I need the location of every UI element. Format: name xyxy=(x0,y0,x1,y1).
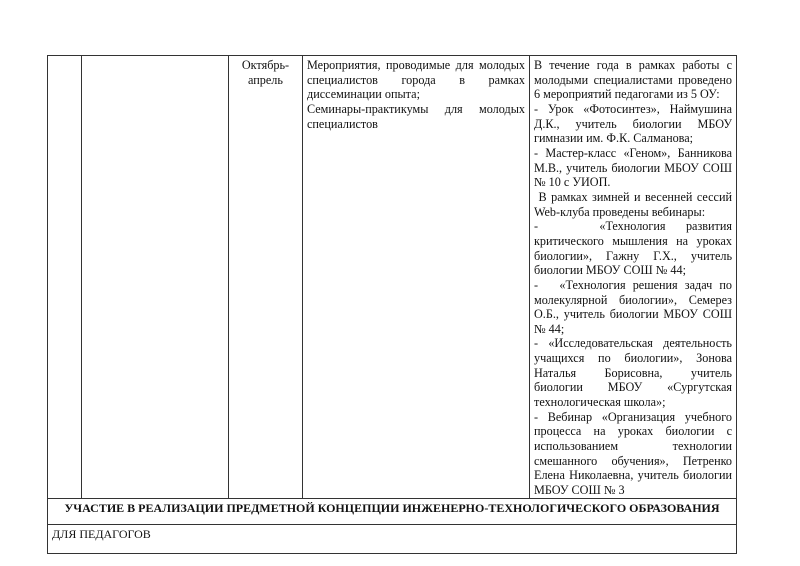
table-row xyxy=(48,56,737,499)
result-text: - «Исследовательская деятельность учащихся по биологии», Зонова Наталья Борисовна, учитель биологии МБОУ «Сургутская технологическая школа»; xyxy=(534,336,732,410)
section-heading: УЧАСТИЕ В РЕАЛИЗАЦИИ ПРЕДМЕТНОЙ КОНЦЕПЦИИ ИНЖЕНЕРНО-ТЕХНОЛОГИЧЕСКОГО ОБРАЗОВАНИЯ xyxy=(48,498,737,524)
result-text: - Урок «Фотосинтез», Наймушина Д.К., учитель биологии МБОУ гимназии им. Ф.К. Салманова; xyxy=(534,101,732,146)
event-text: Мероприятия, проводимые для молодых специалистов города в рамках диссеминации опыта; xyxy=(307,58,525,102)
document-table xyxy=(47,55,737,554)
result-text: - «Технология решения задач по молекулярной биологии», Семерез О.Б., учитель биологии МБОУ СОШ № 44; xyxy=(534,277,732,336)
direction-cell xyxy=(82,56,229,499)
result-text: - Вебинар «Организация учебного процесса на уроках биологии с использованием технологии смешанного обучения», Петренко Елена Николаевна, учитель биологии МБОУ СОШ № 3 xyxy=(534,409,732,498)
subsection-row xyxy=(48,524,737,553)
event-text: Семинары-практикумы для молодых специалистов xyxy=(307,101,525,131)
result-text: В течение года в рамках работы с молодыми специалистами проведено 6 мероприятий педагогами из 5 ОУ: xyxy=(534,58,732,102)
period-cell: Октябрь-апрель xyxy=(229,56,303,499)
result-cell xyxy=(530,56,737,499)
result-text: - Мастер-класс «Геном», Банникова М.В., учитель биологии МБОУ СОШ № 10 с УИОП. xyxy=(534,145,732,190)
result-text: - «Технология развития критического мышления на уроках биологии», Гажну Г.Х., учитель биологии МБОУ СОШ № 44; xyxy=(534,219,732,278)
subsection-heading: ДЛЯ ПЕДАГОГОВ xyxy=(48,524,737,553)
result-text: В рамках зимней и весенней сессий Web-клуба проведены вебинары: xyxy=(534,189,732,219)
section-heading-row xyxy=(48,498,737,524)
number-cell xyxy=(48,56,82,499)
event-cell xyxy=(303,56,530,499)
